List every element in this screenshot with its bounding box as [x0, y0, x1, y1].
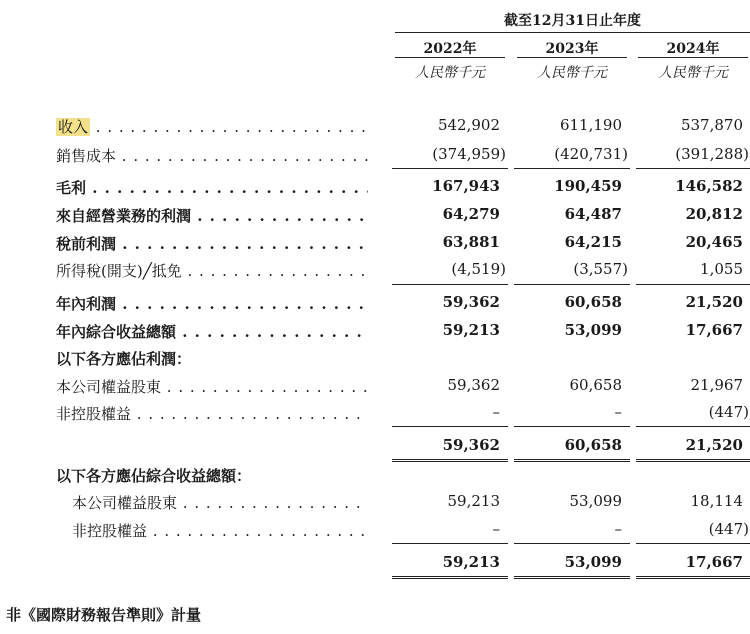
year-2024: 2024年 — [666, 41, 720, 57]
highlight: 收入 — [58, 118, 89, 136]
unit-2024: 人民幣千元 — [658, 65, 728, 81]
subtotal-rule — [514, 426, 630, 427]
unit-2023: 人民幣千元 — [537, 65, 607, 81]
row-label-owners-tci: 本公司權益股東 . . . — [72, 492, 368, 513]
cell: 59,213 — [442, 321, 500, 339]
subtotal-rule — [514, 543, 630, 544]
cell: 60,658 — [569, 376, 622, 394]
cell — [633, 520, 749, 538]
row-label-gross-profit: 毛利 . . . — [56, 177, 368, 198]
cell: 21,967 — [690, 376, 743, 394]
row-label-operating-profit: 來自經營業務的利潤 . . . — [56, 205, 368, 226]
cell-value: (4,519) — [451, 260, 506, 278]
cell: 60,658 — [564, 293, 622, 311]
row-label-nci-tci: 非控股權益 . . . — [72, 520, 368, 541]
cell-value: (420,731) — [554, 145, 628, 163]
cell-value: (447) — [708, 403, 749, 421]
period-heading: 截至12月31日止年度 — [504, 13, 641, 29]
cell — [512, 260, 628, 278]
total-rule — [514, 576, 630, 579]
cell: 64,279 — [442, 205, 500, 223]
year-rule — [517, 57, 627, 58]
cell: 190,459 — [554, 177, 622, 195]
row-label-profit-for-year: 年內利潤 . . . — [56, 293, 368, 314]
cell — [512, 145, 628, 163]
cell: 17,667 — [685, 321, 743, 339]
total-rule — [392, 459, 508, 462]
cell-value: (447) — [708, 520, 749, 538]
cell: 17,667 — [685, 553, 743, 571]
cell: 59,362 — [442, 293, 500, 311]
heading-profit-attributable: 以下各方應佔利潤： — [56, 350, 192, 368]
cell: 59,362 — [442, 436, 500, 454]
row-label-owners-profit: 本公司權益股東 . . . — [56, 376, 368, 397]
subtotal-rule — [514, 168, 630, 169]
cell-value: (3,557) — [573, 260, 628, 278]
cell: 64,215 — [564, 233, 622, 251]
cell: – — [492, 520, 500, 538]
subtotal-rule — [636, 543, 750, 544]
period-rule — [395, 32, 750, 33]
cell: 167,943 — [432, 177, 500, 195]
cell: 18,114 — [690, 492, 743, 510]
year-2023: 2023年 — [545, 41, 599, 57]
subtotal-rule — [392, 168, 508, 169]
cell: 146,582 — [675, 177, 743, 195]
cell: – — [614, 520, 622, 538]
cell — [390, 145, 506, 163]
cell: 53,099 — [569, 492, 622, 510]
subtotal-rule — [636, 426, 750, 427]
subtotal-rule — [636, 168, 750, 169]
row-label-total-comprehensive-income: 年內綜合收益總額 . . . — [56, 321, 368, 342]
cell: 59,213 — [447, 492, 500, 510]
unit-2022: 人民幣千元 — [415, 65, 485, 81]
year-rule — [395, 57, 505, 58]
cell — [633, 403, 749, 421]
row-label-nci-profit: 非控股權益 . . . — [56, 403, 368, 424]
cell: 64,487 — [564, 205, 622, 223]
subtotal-rule — [392, 426, 508, 427]
row-label-revenue — [56, 116, 368, 137]
cell: 59,213 — [442, 553, 500, 571]
cell: 611,190 — [559, 116, 622, 134]
cell: 53,099 — [564, 553, 622, 571]
cell: 20,465 — [685, 233, 743, 251]
subtotal-rule — [392, 543, 508, 544]
cell: – — [614, 403, 622, 421]
cell — [633, 145, 749, 163]
row-label-income-tax: 所得稅(開支)╱抵免 . . . — [56, 260, 368, 281]
cell: 1,055 — [700, 260, 743, 278]
row-label-cost-of-sales: 銷售成本 . . . — [56, 145, 368, 166]
cell: 537,870 — [680, 116, 743, 134]
cell: 60,658 — [564, 436, 622, 454]
subtotal-rule — [514, 284, 630, 285]
cell: 21,520 — [685, 293, 743, 311]
cell: 59,362 — [447, 376, 500, 394]
total-rule — [514, 459, 630, 462]
cell: 20,812 — [685, 205, 743, 223]
cell: 21,520 — [685, 436, 743, 454]
year-rule — [638, 57, 748, 58]
cell: 542,902 — [437, 116, 500, 134]
total-rule — [392, 576, 508, 579]
cell: 63,881 — [442, 233, 500, 251]
cell-value: (391,288) — [675, 145, 749, 163]
total-rule — [636, 459, 750, 462]
section-heading-non-ifrs: 非《國際財務報告準則》計量 — [6, 606, 202, 624]
total-rule — [636, 576, 750, 579]
subtotal-rule — [392, 284, 508, 285]
row-label-profit-before-tax: 稅前利潤 . . . — [56, 233, 368, 254]
cell-value: (374,959) — [432, 145, 506, 163]
cell: – — [492, 403, 500, 421]
heading-tci-attributable: 以下各方應佔綜合收益總額： — [56, 467, 252, 485]
year-2022: 2022年 — [423, 41, 477, 57]
subtotal-rule — [636, 284, 750, 285]
cell — [390, 260, 506, 278]
cell: 53,099 — [564, 321, 622, 339]
